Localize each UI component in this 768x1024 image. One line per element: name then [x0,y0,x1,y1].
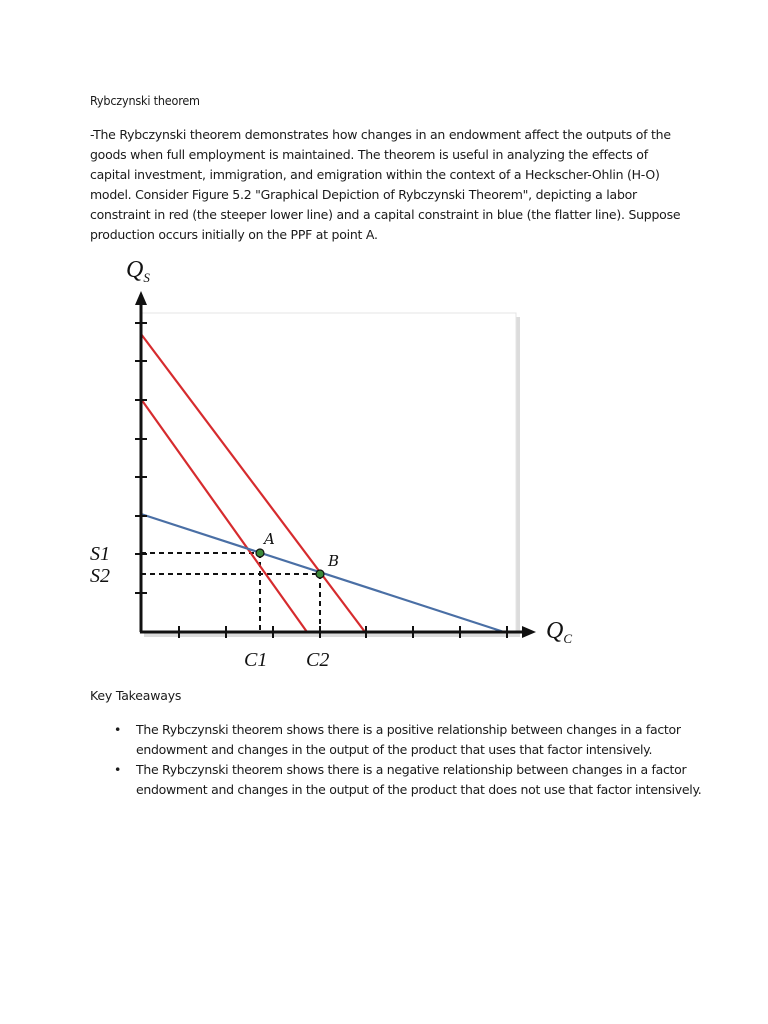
x-axis-label-sub: C [563,631,573,646]
x-axis-label-main: Q [546,618,564,644]
list-item [108,720,708,760]
s2-label: S2 [90,565,110,587]
body-paragraph [90,125,690,245]
takeaways-list [108,720,708,800]
key-takeaways-heading: Key Takeaways [90,688,182,703]
rybczynski-figure [80,255,600,675]
bullet-icon: • [114,762,122,777]
bullet-icon: • [114,722,122,737]
paragraph-text: -The Rybczynski theorem demonstrates how changes in an endowment affect the outputs of the goods when full employment is maintained. The theorem is useful in analyzing the effects of capital investment, immigration, and emigration within the context of a Heckscher-Ohlin (H-O) model. Consider Figure 5.2 "Graphical Depiction of Rybczynski Theorem", depicting a labor constraint in red (the steeper lower line) and a capital constraint in blue (the flatter line). Suppose production occurs initially on the PPF at point A. [90,127,681,242]
list-item [108,760,708,800]
point-a-marker [256,549,264,557]
list-item-text: The Rybczynski theorem shows there is a negative relationship between changes in a factor endowment and changes in the output of the product that does not use that factor intensively. [136,762,702,797]
list-item-text: The Rybczynski theorem shows there is a positive relationship between changes in a factor endowment and changes in the output of the product that uses that factor intensively. [136,722,681,757]
x-axis-label [546,618,572,646]
section-heading: Rybczynski theorem [90,93,200,108]
c1-label: C1 [244,649,268,671]
y-axis-arrow [135,291,147,305]
x-axis-arrow [522,626,536,638]
y-axis-label-main: Q [126,257,144,283]
c2-label: C2 [306,649,330,671]
figure-panel [140,313,516,633]
point-b-label: B [328,552,340,570]
y-axis-label-sub: S [143,270,150,285]
s1-label: S1 [90,543,110,565]
point-a-label: A [264,530,275,548]
y-axis-label [126,257,150,285]
point-b-marker [316,570,324,578]
